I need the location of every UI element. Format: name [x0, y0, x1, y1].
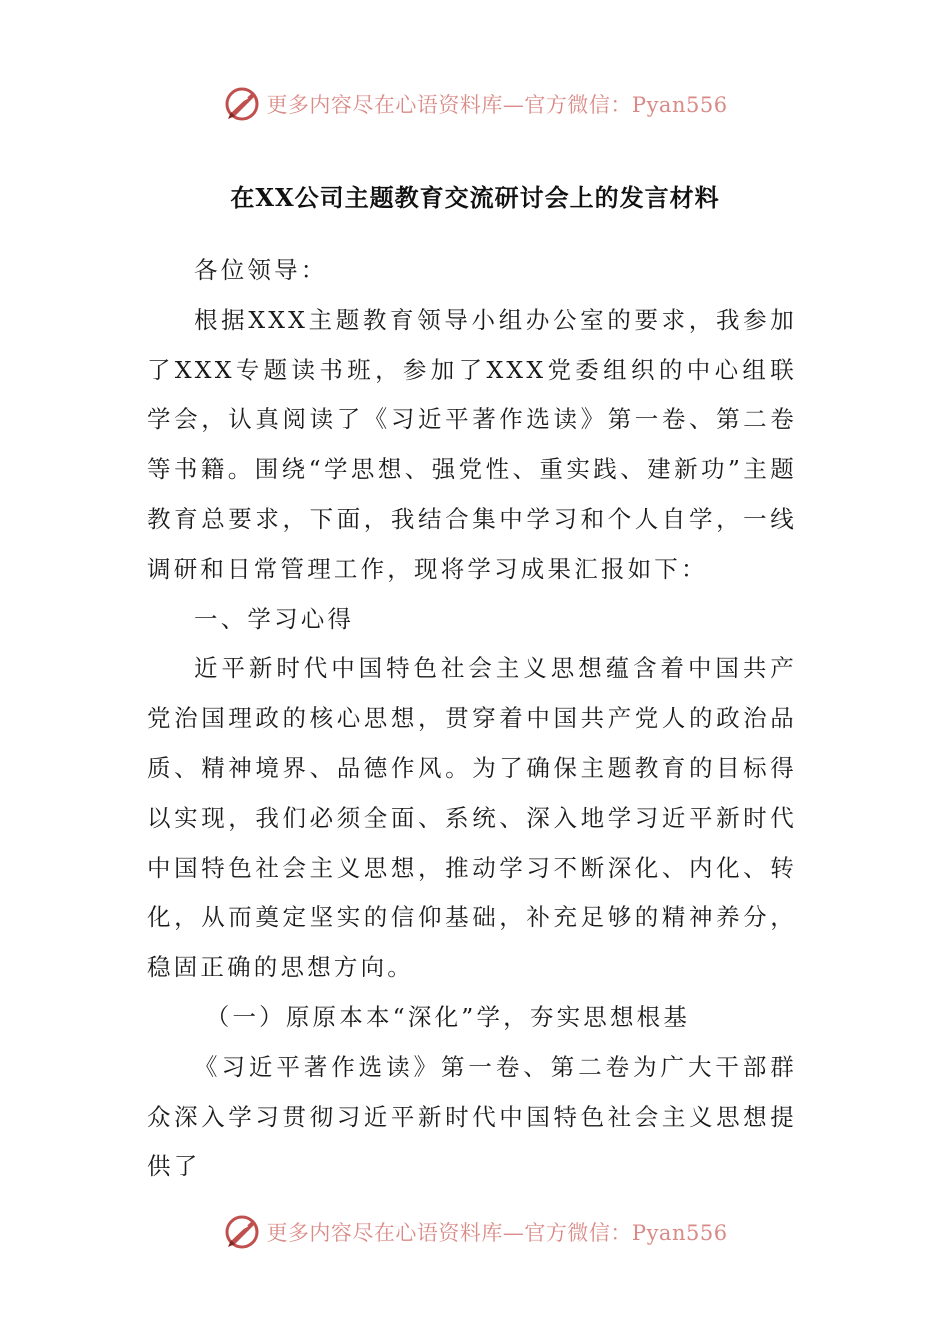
section-heading: 一、学习心得 [194, 604, 355, 633]
body-paragraph: 近平新时代中国特色社会主义思想蕴含着中国共产党治国理政的核心思想，贯穿着中国共产党人的政治品质、精神境界、品德作风。为了确保主题教育的目标得以实现，我们必须全面、系统、深入地学习近平新时代中国特色社会主义思想，推动学习不断深化、内化、转化，从而奠定坚实的信仰基础，补充足够的精神养分，稳固正确的思想方向。 [147, 654, 797, 982]
subsection-heading: （一）原原本本“深化”学，夯实思想根基 [205, 1002, 691, 1031]
intro-paragraph: 根据XXX主题教育领导小组办公室的要求，我参加了XXX专题读书班，参加了XXX党委组织的中心组联学会，认真阅读了《习近平著作选读》第一卷、第二卷等书籍。围绕“学思想、强党性、重实践、建新功”主题教育总要求，下面，我结合集中学习和个人自学，一线调研和日常管理工作，现将学习成果汇报如下： [147, 305, 797, 583]
footer-watermark-banner [0, 1210, 950, 1254]
salutation: 各位领导： [194, 256, 328, 284]
pen-logo-icon [222, 1212, 262, 1252]
document-title: 在XX公司主题教育交流研讨会上的发言材料 [230, 183, 720, 212]
header-watermark-banner [0, 82, 950, 126]
pen-logo-icon [222, 84, 262, 124]
banner-text: 更多内容尽在心语资料库—官方微信：Pyan556 [266, 1221, 728, 1245]
body-paragraph: 《习近平著作选读》第一卷、第二卷为广大干部群众深入学习贯彻习近平新时代中国特色社会主义思想提供了 [147, 1052, 797, 1181]
banner-text: 更多内容尽在心语资料库—官方微信：Pyan556 [266, 93, 728, 117]
document-body [147, 246, 797, 1192]
